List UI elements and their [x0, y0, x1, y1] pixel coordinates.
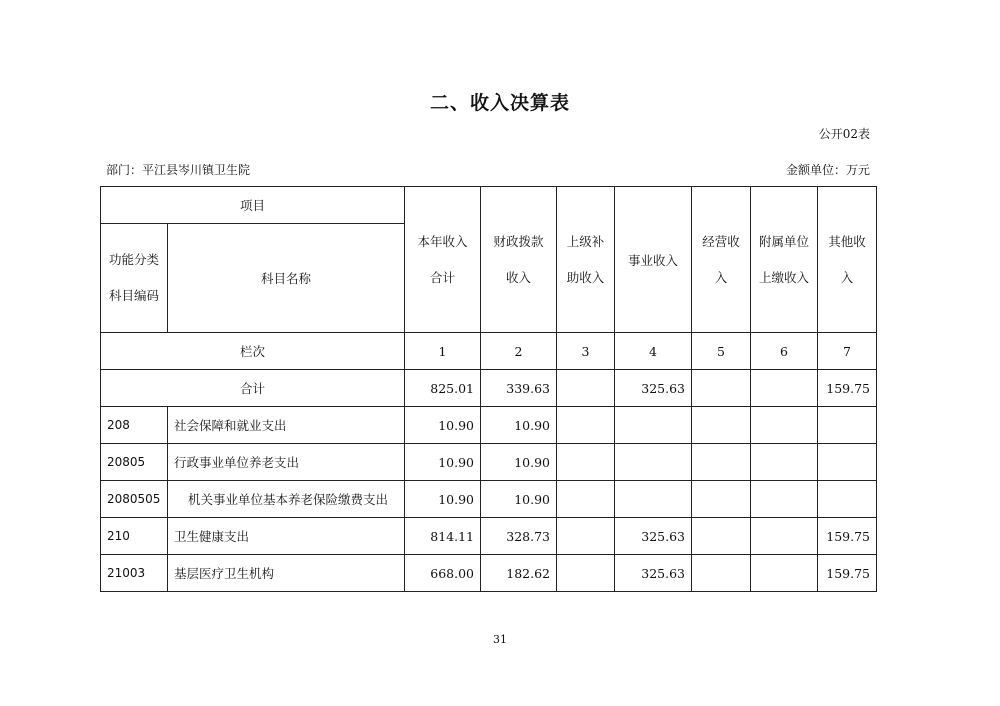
header-func-code-line2: 科目编码	[108, 288, 159, 303]
index-c6: 6	[751, 333, 818, 370]
row-c5	[692, 444, 751, 481]
header-col5-line2: 入	[714, 269, 728, 285]
header-col3	[557, 187, 615, 333]
row-c1: 668.00	[405, 555, 481, 592]
row-code: 2080505	[101, 481, 168, 518]
row-name: 社会保障和就业支出	[168, 407, 405, 444]
header-col1	[405, 187, 481, 333]
row-c6	[751, 444, 818, 481]
table-row	[101, 518, 877, 555]
row-c2: 10.90	[481, 444, 557, 481]
header-col3-line1: 上级补	[566, 233, 605, 249]
row-name: 基层医疗卫生机构	[168, 555, 405, 592]
header-col2-line1: 财政拨款	[493, 233, 544, 249]
index-row	[101, 333, 877, 370]
row-c1: 10.90	[405, 481, 481, 518]
header-col2	[481, 187, 557, 333]
header-project: 项目	[101, 187, 405, 224]
row-c6	[751, 518, 818, 555]
row-c7	[818, 407, 877, 444]
row-c5	[692, 555, 751, 592]
header-col4: 事业收入	[615, 187, 692, 333]
total-label: 合计	[101, 370, 405, 407]
row-c6	[751, 407, 818, 444]
total-c6	[751, 370, 818, 407]
row-code: 20805	[101, 444, 168, 481]
row-c3	[557, 407, 615, 444]
row-c4: 325.63	[615, 555, 692, 592]
index-c7: 7	[818, 333, 877, 370]
table-row	[101, 444, 877, 481]
header-col6	[751, 187, 818, 333]
row-c3	[557, 518, 615, 555]
row-code: 208	[101, 407, 168, 444]
header-subject-name: 科目名称	[168, 224, 405, 333]
row-c7	[818, 444, 877, 481]
row-c3	[557, 555, 615, 592]
table-row	[101, 555, 877, 592]
row-c6	[751, 555, 818, 592]
header-col2-line2: 收入	[506, 269, 532, 285]
total-row	[101, 370, 877, 407]
income-table	[100, 186, 877, 592]
total-c7: 159.75	[818, 370, 877, 407]
row-c1: 814.11	[405, 518, 481, 555]
index-c5: 5	[692, 333, 751, 370]
row-code: 21003	[101, 555, 168, 592]
total-c2: 339.63	[481, 370, 557, 407]
row-c7: 159.75	[818, 518, 877, 555]
page-title: 二、收入决算表	[429, 92, 570, 114]
row-c5	[692, 518, 751, 555]
header-col3-line2: 助收入	[566, 269, 605, 285]
header-col7-line1: 其他收	[828, 233, 866, 249]
total-c3	[557, 370, 615, 407]
row-c1: 10.90	[405, 407, 481, 444]
index-c3: 3	[557, 333, 615, 370]
row-c2: 328.73	[481, 518, 557, 555]
total-c5	[692, 370, 751, 407]
row-c7	[818, 481, 877, 518]
form-code: 公开02表	[818, 127, 870, 141]
index-label: 栏次	[101, 333, 405, 370]
header-col7	[818, 187, 877, 333]
index-c2: 2	[481, 333, 557, 370]
header-col5-line1: 经营收	[702, 233, 740, 249]
row-c4	[615, 481, 692, 518]
row-name: 卫生健康支出	[168, 518, 405, 555]
header-func-code	[101, 224, 168, 333]
row-c1: 10.90	[405, 444, 481, 481]
header-col5	[692, 187, 751, 333]
header-col1-line2: 合计	[430, 269, 456, 285]
total-c4: 325.63	[615, 370, 692, 407]
row-c2: 10.90	[481, 481, 557, 518]
table-row	[101, 481, 877, 518]
header-col6-line1: 附属单位	[759, 233, 810, 249]
row-c4	[615, 444, 692, 481]
index-c1: 1	[405, 333, 481, 370]
header-col1-line1: 本年收入	[417, 233, 468, 249]
header-col7-line2: 入	[840, 269, 854, 285]
row-c3	[557, 444, 615, 481]
row-c7: 159.75	[818, 555, 877, 592]
unit-label: 金额单位：万元	[785, 163, 870, 177]
total-c1: 825.01	[405, 370, 481, 407]
row-c2: 182.62	[481, 555, 557, 592]
header-func-code-line1: 功能分类	[108, 252, 159, 267]
index-c4: 4	[615, 333, 692, 370]
row-code: 210	[101, 518, 168, 555]
row-c5	[692, 407, 751, 444]
row-c3	[557, 481, 615, 518]
header-row-1	[101, 187, 877, 224]
header-col6-line2: 上缴收入	[759, 269, 810, 285]
department-label: 部门：平江县岑川镇卫生院	[106, 163, 251, 177]
row-c4: 325.63	[615, 518, 692, 555]
row-name: 机关事业单位基本养老保险缴费支出	[168, 481, 405, 518]
row-c4	[615, 407, 692, 444]
page-number: 31	[493, 633, 507, 646]
row-c2: 10.90	[481, 407, 557, 444]
row-c5	[692, 481, 751, 518]
row-name: 行政事业单位养老支出	[168, 444, 405, 481]
row-c6	[751, 481, 818, 518]
table-row	[101, 407, 877, 444]
